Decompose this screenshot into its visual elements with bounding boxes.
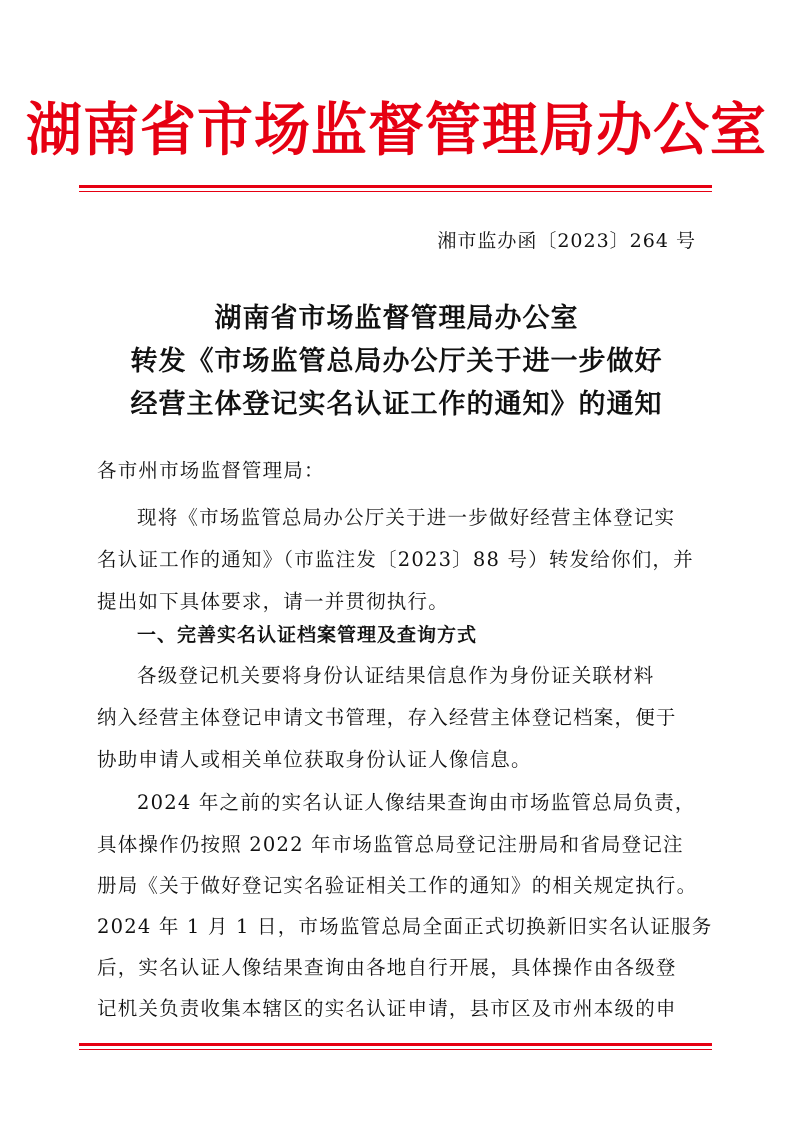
- para2-line: 2024 年 1 月 1 日，市场监管总局全面正式切换新旧实名认证服务: [97, 915, 713, 938]
- para2-line: 2024 年之前的实名认证人像结果查询由市场监管总局负责，: [137, 791, 696, 814]
- masthead-rule-thick: [79, 185, 712, 188]
- para2-line: 册局《关于做好登记实名验证相关工作的通知》的相关规定执行。: [97, 874, 698, 897]
- title-line-3: 经营主体登记实名认证工作的通知》的通知: [130, 389, 663, 420]
- section-heading: 一、完善实名认证档案管理及查询方式: [137, 624, 478, 646]
- intro-line: 名认证工作的通知》（市监注发〔2023〕88 号）转发给你们，并: [97, 548, 694, 571]
- footer-rule-thin: [79, 1049, 712, 1050]
- title-line-1: 湖南省市场监督管理局办公室: [214, 303, 579, 334]
- document-number: 湘市监办函〔2023〕264 号: [437, 230, 696, 252]
- para1-line: 纳入经营主体登记申请文书管理，存入经营主体登记档案，便于: [97, 706, 677, 729]
- intro-line: 提出如下具体要求，请一并贯彻执行。: [97, 590, 449, 613]
- para1-line: 协助申请人或相关单位获取身份认证人像信息。: [97, 748, 532, 771]
- para2-line: 记机关负责收集本辖区的实名认证申请，县市区及市州本级的申: [97, 997, 677, 1020]
- para2-line: 具体操作仍按照 2022 年市场监管总局登记注册局和省局登记注: [97, 833, 684, 856]
- salutation: 各市州市场监督管理局：: [97, 459, 325, 482]
- intro-line: 现将《市场监管总局办公厅关于进一步做好经营主体登记实: [137, 506, 676, 529]
- para2-line: 后，实名认证人像结果查询由各地自行开展，具体操作由各级登: [97, 956, 677, 979]
- title-line-2: 转发《市场监管总局办公厅关于进一步做好: [130, 346, 663, 377]
- para1-line: 各级登记机关要将身份认证结果信息作为身份证关联材料: [137, 664, 655, 687]
- masthead: 湖南省市场监督管理局办公室: [26, 96, 767, 164]
- footer-rule-thick: [79, 1043, 712, 1046]
- masthead-rule-thin: [79, 191, 712, 192]
